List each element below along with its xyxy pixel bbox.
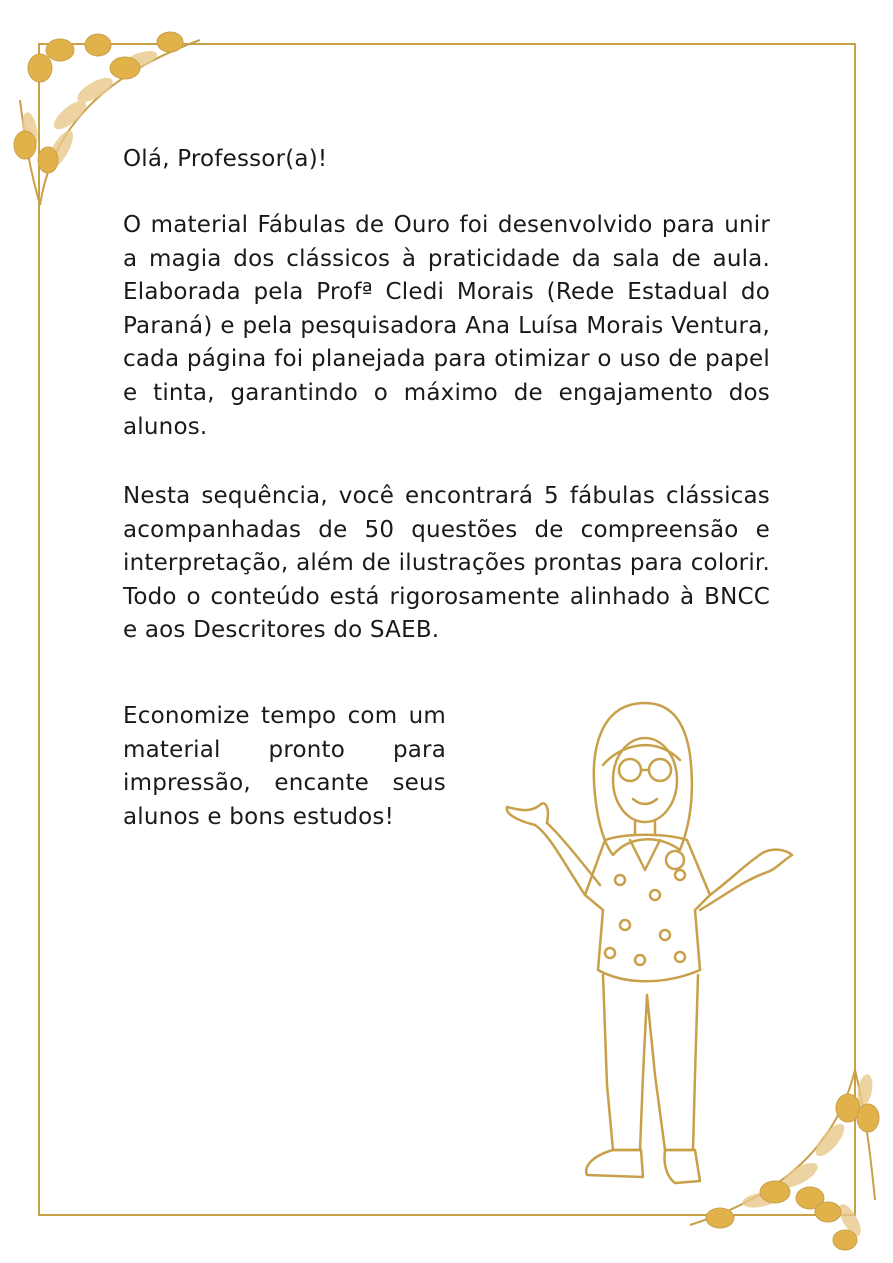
teacher-caricature-icon [495,695,800,1200]
content-paragraph: Nesta sequência, você encontrará 5 fábulas clássicas acompanhadas de 50 questões de compreensão e interpretação, além de ilustrações prontas para colorir. Todo o conteúdo está rigorosamente alinhado à BNCC e aos Descritores do SAEB. [123,483,770,644]
intro-paragraph: O material Fábulas de Ouro foi desenvolvido para unir a magia dos clássicos à praticidade da sala de aula. Elaborada pela Profª Cledi Morais (Rede Estadual do Paraná) e pela pesquisadora Ana Luísa Morais Ventura, cada página foi planejada para otimizar o uso de papel e tinta, garantindo o máximo de engajamento dos alunos. [123,212,770,440]
closing-paragraph: Economize tempo com um material pronto para impressão, encante seus alunos e bons estudos! [123,703,446,830]
greeting: Olá, Professor(a)! [123,146,328,172]
floral-corner-top-left-icon [0,20,220,220]
